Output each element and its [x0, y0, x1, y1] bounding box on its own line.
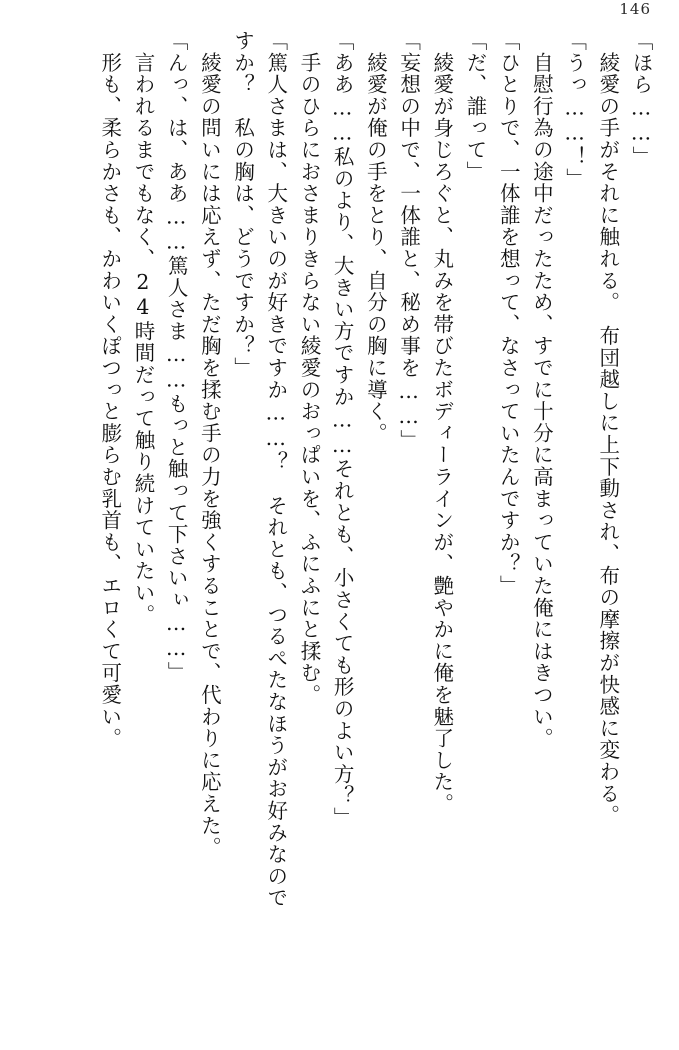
- paragraph: 自慰行為の途中だったため、すでに十分に高まっていた俺にはきつい。: [529, 30, 554, 750]
- paragraph: 形も、柔らかさも、かわいくぽつっと膨らむ乳首も、エロくて可愛い。: [97, 30, 122, 750]
- paragraph: 「妄想の中で、一体誰と、秘め事を……」: [396, 30, 421, 452]
- paragraph: 綾愛が身じろぐと、丸みを帯びたボディーラインが、艶やかに俺を魅了した。: [429, 30, 454, 815]
- paragraph: 「篤人さまは、大きいのが好きですか……？ それとも、つるぺたなほうがお好みなので: [263, 30, 288, 909]
- paragraph: 言われるまでもなく、24時間だって触り続けていたい。: [130, 30, 155, 626]
- paragraph: 「ああ……私のより、大きい方ですか……それとも、小さくても形のよい方？」: [330, 30, 355, 829]
- paragraph: 綾愛の問いには応えず、ただ胸を揉む手の力を強くすることで、代わりに応えた。: [197, 30, 222, 859]
- page-number: 146: [619, 0, 651, 18]
- paragraph: 綾愛の手がそれに触れる。 布団越しに上下動され、布の摩擦が快感に変わる。: [595, 30, 620, 827]
- paragraph: すか？ 私の胸は、どうですか？」: [230, 30, 255, 379]
- paragraph: 「ひとりで、一体誰を想って、なさっていたんですか？」: [496, 30, 521, 597]
- novel-body-text: [24, 30, 657, 1026]
- paragraph: 「うっ……！」: [562, 30, 587, 190]
- paragraph: 「ほら……」: [629, 30, 653, 168]
- paragraph: 「んっ、は、ああ……篤人さま……もっと触って下さいぃ……」: [164, 30, 189, 684]
- paragraph: 手のひらにおさまりきらない綾愛のおっぱいを、ふにふにと揉む。: [296, 30, 321, 706]
- paragraph: 綾愛が俺の手をとり、自分の胸に導く。: [363, 30, 388, 445]
- paragraph: 「だ、誰って」: [462, 30, 487, 183]
